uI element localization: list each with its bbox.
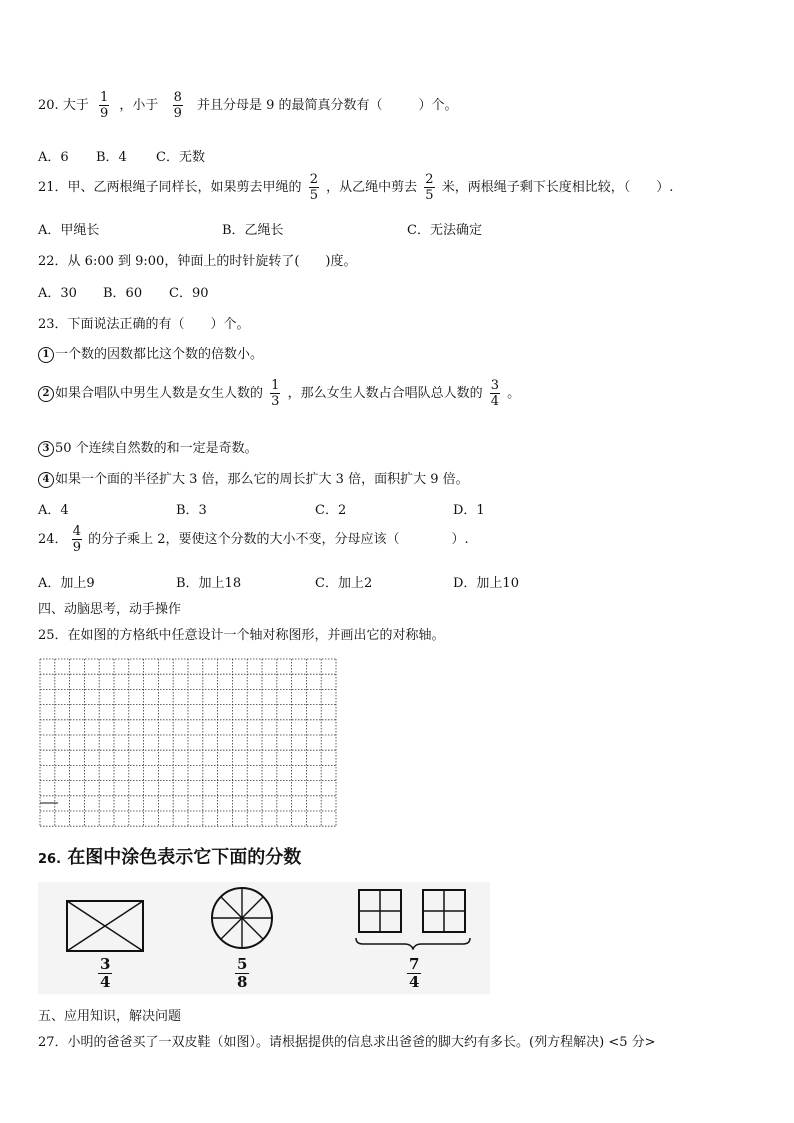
two-squares-figure (353, 888, 473, 950)
question-text: 的分子乘上 2，要使这个分数的大小不变，分母应该（ ）. (88, 532, 469, 547)
statement-text: 。 (507, 386, 521, 401)
statement-2 (38, 378, 520, 409)
option-c: C．无数 (156, 150, 205, 165)
denominator: 3 (271, 394, 280, 409)
question-25 (38, 624, 445, 643)
statement-4 (38, 468, 469, 488)
numerator: 2 (309, 172, 318, 187)
option-a: A．4 (38, 503, 69, 518)
statement-text: 50 个连续自然数的和一定是奇数。 (55, 441, 258, 456)
statement-1 (38, 343, 263, 363)
fraction (99, 90, 109, 121)
figure-strip (38, 882, 490, 994)
statement-3 (38, 437, 258, 457)
question-text: 23．下面说法正确的有（ ）个。 (38, 317, 250, 332)
fraction (309, 172, 319, 203)
denominator: 8 (237, 973, 248, 991)
statement-text: 一个数的因数都比这个数的倍数小。 (55, 347, 264, 362)
option-c: C．无法确定 (407, 223, 482, 238)
option-b: B．3 (176, 503, 207, 518)
numerator: 2 (425, 172, 434, 187)
question-text: 大于 (62, 98, 89, 113)
fraction-label (98, 956, 112, 991)
numerator: 4 (72, 524, 81, 539)
option-d: D．加上10 (453, 576, 519, 591)
question-text: 米，两根绳子剩下长度相比较，（ ）. (441, 180, 674, 195)
question-text: ，从乙绳中剪去 (326, 180, 418, 195)
denominator: 4 (409, 973, 420, 991)
question-text: 21．甲、乙两根绳子同样长，如果剪去甲绳的 (38, 180, 302, 195)
grid-paper (38, 657, 338, 827)
option-b: B．4 (96, 150, 127, 165)
option-d: D．1 (453, 503, 485, 518)
numerator: 7 (409, 955, 420, 973)
option-a: A．30 (38, 286, 77, 301)
statement-text: 如果一个面的半径扩大 3 倍，那么它的周长扩大 3 倍，面积扩大 9 倍。 (55, 472, 469, 487)
question-text: 并且分母是 9 的最简真分数有（ (196, 98, 383, 113)
circle-figure (210, 886, 274, 950)
question-number: 26. (38, 852, 62, 867)
denominator: 4 (490, 394, 500, 409)
circled-number: 1 (38, 347, 54, 363)
question-text: 22．从 6:00 到 9:00，钟面上的时针旋转了( )度。 (38, 254, 357, 269)
fraction (72, 524, 82, 555)
fraction (270, 378, 280, 409)
question-20 (38, 90, 458, 121)
question-22 (38, 250, 356, 269)
question-number: 20. (38, 98, 59, 113)
fraction-label (235, 956, 249, 991)
denominator: 5 (309, 188, 318, 203)
denominator: 9 (99, 106, 109, 121)
option-b: B．60 (103, 286, 143, 301)
fraction (490, 378, 500, 409)
numerator: 3 (490, 378, 500, 393)
question-text: ）个。 (418, 98, 458, 113)
statement-text: 如果合唱队中男生人数是女生人数的 (55, 386, 264, 401)
question-number: 24． (38, 532, 68, 547)
numerator: 1 (99, 90, 109, 105)
question-text: 在图中涂色表示它下面的分数 (67, 847, 302, 868)
option-c: C．90 (169, 286, 209, 301)
question-27 (38, 1031, 656, 1050)
numerator: 5 (237, 955, 248, 973)
numerator: 1 (271, 378, 280, 393)
circled-number: 4 (38, 472, 54, 488)
section-heading: 五、应用知识，解决问题 (38, 1009, 182, 1024)
question-23 (38, 313, 250, 332)
fraction (173, 90, 183, 121)
option-b: B．乙绳长 (222, 223, 284, 238)
denominator: 9 (72, 540, 81, 555)
question-text: ，小于 (119, 98, 159, 113)
circled-number: 2 (38, 386, 54, 402)
section-heading: 四、动脑思考，动手操作 (38, 602, 182, 617)
option-b: B．加上18 (176, 576, 242, 591)
denominator: 9 (173, 106, 182, 121)
question-21 (38, 172, 673, 203)
question-text: 27．小明的爸爸买了一双皮鞋（如图）。请根据提供的信息求出爸爸的脚大约有多长。(列方程解决) <5 分> (38, 1035, 656, 1050)
question-26-heading (38, 843, 301, 869)
circled-number: 3 (38, 441, 54, 457)
question-text: 25．在如图的方格纸中任意设计一个轴对称图形，并画出它的对称轴。 (38, 628, 445, 643)
denominator: 4 (100, 973, 111, 991)
fraction-label (407, 956, 421, 991)
rectangle-figure (66, 900, 144, 952)
option-c: C．2 (315, 503, 347, 518)
option-a: A．甲绳长 (38, 223, 100, 238)
fraction (424, 172, 434, 203)
statement-text: ，那么女生人数占合唱队总人数的 (287, 386, 483, 401)
denominator: 5 (425, 188, 434, 203)
numerator: 3 (100, 955, 111, 973)
option-a: A．加上9 (38, 576, 95, 591)
question-24 (38, 524, 469, 555)
numerator: 8 (173, 90, 182, 105)
option-a: A．6 (38, 150, 69, 165)
option-c: C．加上2 (315, 576, 373, 591)
